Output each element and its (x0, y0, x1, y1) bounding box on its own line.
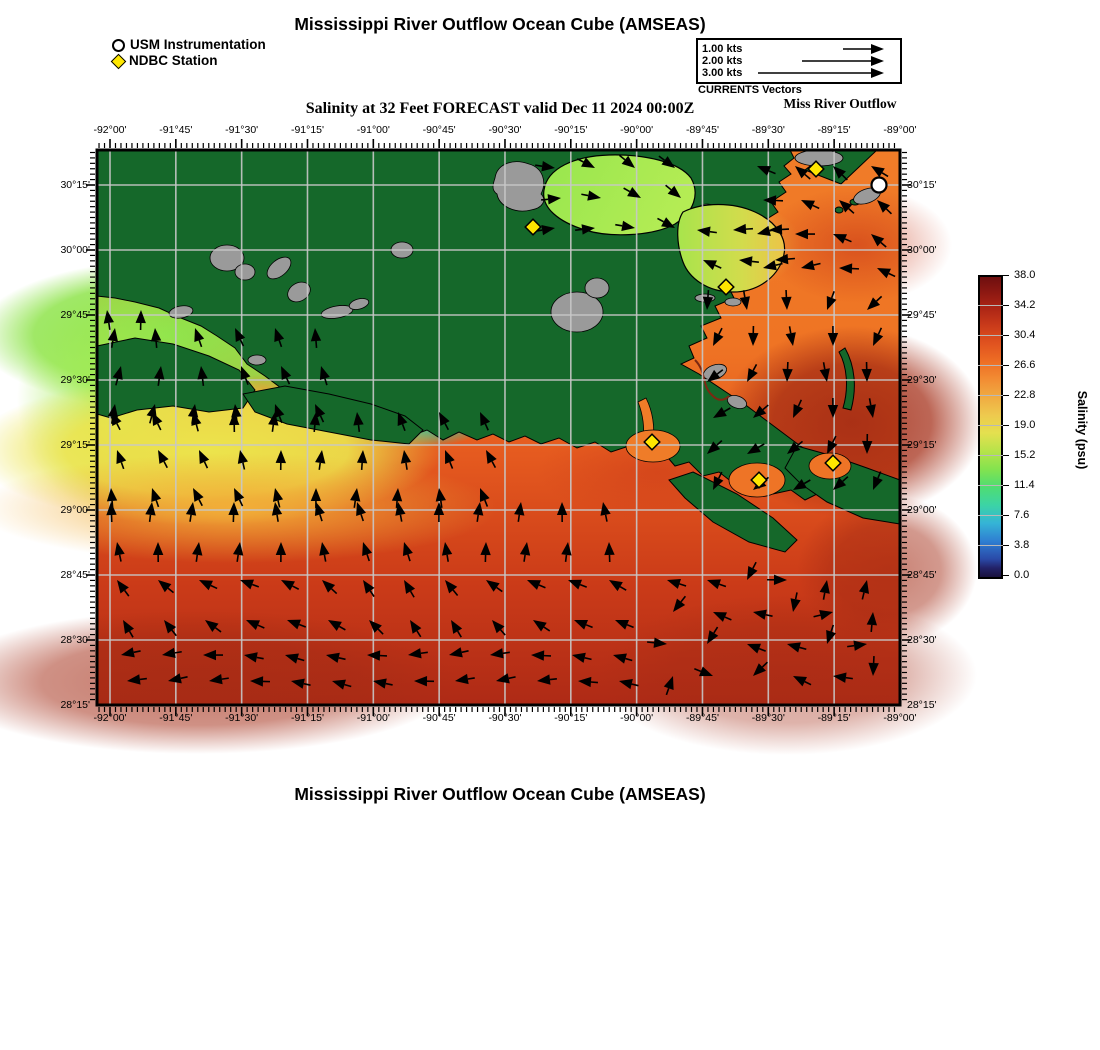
lat-tick-label-left: 28°45' (60, 569, 90, 581)
lat-tick-label-right: 28°30' (907, 634, 937, 646)
lon-tick-label-bottom: -91°45' (159, 712, 193, 724)
colorbar-tick-label: 3.8 (1014, 539, 1030, 551)
colorbar-tick-label: 0.0 (1014, 569, 1030, 581)
colorbar-tick-label: 30.4 (1014, 329, 1036, 341)
vector-legend-arrowhead (871, 44, 884, 54)
colorbar-tickmark (1003, 545, 1009, 546)
lon-tick-label-top: -91°15' (290, 124, 325, 136)
lon-tick-label-top: -90°00' (620, 124, 654, 136)
lon-tick-label-bottom: -91°30' (225, 712, 259, 724)
lon-tick-label-top: -89°00' (883, 124, 917, 136)
lon-tick-label-top: -91°00' (356, 124, 390, 136)
colorbar-tick-label: 26.6 (1014, 359, 1036, 371)
colorbar-tickmark (1003, 485, 1009, 486)
colorbar-gridline (978, 455, 1003, 456)
legend-item-usm (112, 37, 266, 53)
colorbar (978, 275, 1003, 579)
colorbar-tick-label: 34.2 (1014, 299, 1036, 311)
colorbar-tick-label: 22.8 (1014, 389, 1036, 401)
miss-river-outflow-label: Miss River Outflow (783, 96, 897, 111)
lat-tick-label-left: 29°00' (60, 504, 90, 516)
lon-tick-label-bottom: -89°00' (883, 712, 917, 724)
colorbar-gridline (978, 485, 1003, 486)
colorbar-gridline (978, 305, 1003, 306)
colorbar-tickmark (1003, 275, 1009, 276)
lat-tick-label-left: 28°30' (60, 634, 90, 646)
lon-tick-label-bottom: -90°00' (620, 712, 654, 724)
forecast-subtitle: Salinity at 32 Feet FORECAST valid Dec 11 2024 00:00Z (305, 100, 695, 117)
lon-tick-label-top: -92°00' (93, 124, 127, 136)
currents-vector-caption: CURRENTS Vectors (698, 84, 802, 96)
colorbar-tickmark (1003, 575, 1009, 576)
lat-tick-label-right: 29°30' (907, 374, 937, 386)
lat-tick-label-right: 30°15' (907, 179, 937, 191)
main-title: Mississippi River Outflow Ocean Cube (AMSEAS) (294, 14, 706, 34)
bottom-title: Mississippi River Outflow Ocean Cube (AMSEAS) (294, 784, 706, 804)
vector-legend-arrowhead (871, 56, 884, 66)
lat-tick-label-right: 30°00' (907, 244, 937, 256)
lat-tick-label-left: 28°15' (60, 699, 90, 711)
legend-item-ndbc (112, 53, 266, 69)
vector-legend-arrowhead (871, 68, 884, 78)
lat-tick-label-left: 30°00' (60, 244, 90, 256)
colorbar-gridline (978, 335, 1003, 336)
legend-label: USM Instrumentation (130, 37, 266, 52)
colorbar-tick-label: 38.0 (1014, 269, 1036, 281)
lat-tick-label-left: 29°45' (60, 309, 90, 321)
usm-circle-icon (112, 39, 125, 52)
colorbar-gridline (978, 425, 1003, 426)
salinity-map (97, 150, 900, 705)
lon-tick-label-bottom: -91°00' (356, 712, 390, 724)
colorbar-tickmark (1003, 365, 1009, 366)
lon-tick-label-bottom: -89°45' (685, 712, 719, 724)
legend-label: NDBC Station (129, 53, 218, 68)
lon-tick-label-top: -91°30' (225, 124, 259, 136)
lon-tick-label-bottom: -90°30' (488, 712, 522, 724)
lat-tick-label-left: 29°30' (60, 374, 90, 386)
lon-tick-label-bottom: -90°15' (554, 712, 588, 724)
currents-vector-legend-box (696, 38, 902, 84)
lat-tick-label-right: 28°15' (907, 699, 937, 711)
lon-tick-label-bottom: -89°15' (817, 712, 851, 724)
vector-legend-label: 2.00 kts (702, 54, 743, 67)
lat-tick-label-left: 30°15' (60, 179, 90, 191)
lon-tick-label-top: -91°45' (159, 124, 193, 136)
colorbar-tickmark (1003, 335, 1009, 336)
colorbar-tickmark (1003, 515, 1009, 516)
colorbar-tickmark (1003, 395, 1009, 396)
colorbar-tick-label: 11.4 (1014, 479, 1035, 491)
colorbar-title: Salinity (psu) (1075, 390, 1090, 470)
colorbar-tick-label: 15.2 (1014, 449, 1036, 461)
lat-tick-label-right: 29°00' (907, 504, 937, 516)
usm-instrumentation-marker (872, 178, 887, 193)
colorbar-tick-label: 7.6 (1014, 509, 1030, 521)
colorbar-tickmark (1003, 305, 1009, 306)
ndbc-diamond-icon (111, 53, 127, 69)
station-legend (112, 37, 266, 69)
lon-tick-label-bottom: -91°15' (290, 712, 325, 724)
vector-legend-label: 3.00 kts (702, 66, 743, 79)
lon-tick-label-top: -90°15' (554, 124, 588, 136)
colorbar-gridline (978, 365, 1003, 366)
lon-tick-label-top: -90°30' (488, 124, 522, 136)
colorbar-gridline (978, 395, 1003, 396)
lon-tick-label-top: -89°45' (685, 124, 719, 136)
lon-tick-label-bottom: -90°45' (422, 712, 456, 724)
vector-legend-label: 1.00 kts (702, 42, 743, 55)
colorbar-gridline (978, 545, 1003, 546)
lon-tick-label-bottom: -89°30' (751, 712, 785, 724)
lon-tick-label-top: -90°45' (422, 124, 456, 136)
lon-tick-label-bottom: -92°00' (93, 712, 127, 724)
lon-tick-label-top: -89°30' (751, 124, 785, 136)
lat-tick-label-right: 29°45' (907, 309, 937, 321)
lat-tick-label-left: 29°15' (60, 439, 90, 451)
colorbar-tick-label: 19.0 (1014, 419, 1036, 431)
colorbar-tickmark (1003, 455, 1009, 456)
lat-tick-label-right: 28°45' (907, 569, 937, 581)
colorbar-tickmark (1003, 425, 1009, 426)
colorbar-gridline (978, 515, 1003, 516)
lon-tick-label-top: -89°15' (817, 124, 851, 136)
lat-tick-label-right: 29°15' (907, 439, 937, 451)
